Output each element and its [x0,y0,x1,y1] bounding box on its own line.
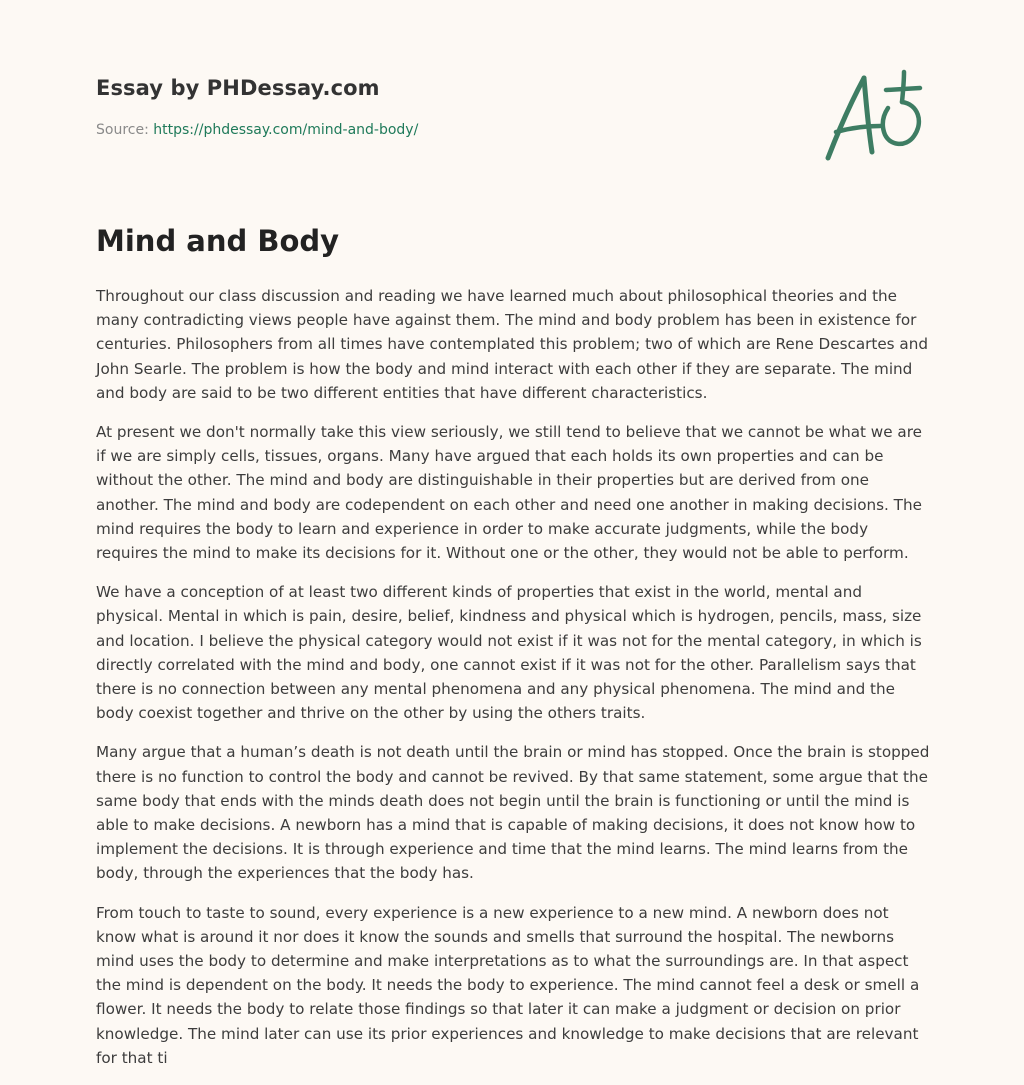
source-line [96,122,928,138]
essay-paragraph: From touch to taste to sound, every experience is a new experience to a new mind. A newborn does not know what is around it nor does it know the sounds and smells that surround the hospital. The newborns mind uses the body to determine and make interpretations as to what the surroundings are. In that aspect the mind is dependent on the body. It needs the body to experience. The mind cannot feel a desk or smell a flower. It needs the body to relate those findings so that later it can make a judgment or decision on prior knowledge. The mind later can use its prior experiences and knowledge to make decisions that are relevant for that ti [96,903,920,1067]
source-link[interactable]: https://phdessay.com/mind-and-body/ [153,122,419,138]
page-header [96,76,928,138]
essay-body [96,284,930,1085]
essay-paragraph: At present we don't normally take this view seriously, we still tend to believe that we cannot be what we are if we are simply cells, tissues, organs. Many have argued that each holds its own properties and can be without the other. The mind and body are distinguishable in their properties but are derived from one another. The mind and body are codependent on each other and need one another in making decisions. The mind requires the body to learn and experience in order to make accurate judgments, while the body requires the mind to make its decisions for it. Without one or the other, they would not be able to perform. [96,423,922,563]
essay-paragraph: Throughout our class discussion and reading we have learned much about philosophical theories and the many contradicting views people have against them. The mind and body problem has been in existence for centuries. Philosophers from all times have contemplated this problem; two of which are Rene Descartes and John Searle. The problem is how the body and mind interact with each other if they are separate. The mind and body are said to be two different entities that have different characteristics. [96,287,928,402]
source-label: Source: [96,122,149,138]
essay-paragraph: We have a conception of at least two different kinds of properties that exist in the world, mental and physical. Mental in which is pain, desire, belief, kindness and physical which is hydrogen, pencils, mass, size and location. I believe the physical category would not exist if it was not for the mental category, in which is directly correlated with the mind and body, one cannot exist if it was not for the other. Parallelism says that there is no connection between any mental phenomena and any physical phenomena. The mind and the body coexist together and thrive on the other by using the others traits. [96,583,922,723]
site-title: Essay by PHDessay.com [96,76,380,100]
a-plus-grade-icon [818,66,930,166]
essay-title: Mind and Body [96,224,340,258]
essay-paragraph: Many argue that a human’s death is not death until the brain or mind has stopped. Once the brain is stopped there is no function to control the body and cannot be revived. By that same statement, some argue that the same body that ends with the minds death does not begin until the brain is functioning or until the mind is able to make decisions. A newborn has a mind that is capable of making decisions, it does not know how to implement the decisions. It is through experience and time that the mind learns. The mind learns from the body, through the experiences that the body has. [96,743,930,883]
